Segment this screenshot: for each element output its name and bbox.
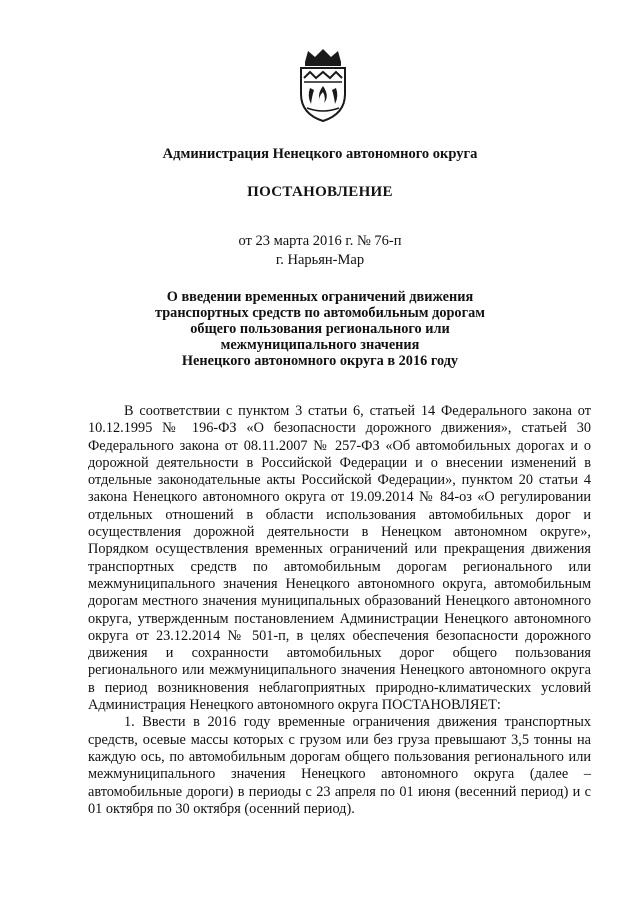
document-city: г. Нарьян-Мар (275, 252, 365, 268)
document-body (88, 403, 591, 818)
title-line: Ненецкого автономного округа в 2016 году (181, 353, 459, 369)
coat-of-arms-icon (298, 48, 348, 122)
title-line: межмуниципального значения (220, 337, 420, 353)
document-date-number: от 23 марта 2016 г. № 76-п (238, 233, 402, 249)
title-line: О введении временных ограничений движения (166, 289, 474, 305)
title-line: общего пользования регионального или (190, 321, 450, 337)
organization-name: Администрация Ненецкого автономного округа (162, 146, 478, 162)
coat-of-arms-emblem (298, 48, 348, 122)
document-title (0, 289, 640, 369)
document-type: ПОСТАНОВЛЕНИЕ (247, 184, 393, 200)
clause-1-paragraph: 1. Ввести в 2016 году временные ограничения движения транспортных средств, осевые массы которых с грузом или без груза превышают 3,5 тонны на каждую ось, по автомобильным дорогам общего пользования регионального или межмуниципального значения Ненецкого автономного округа (далее – автомобильные дороги) в периоды с 23 апреля по 01 июня (весенний период) и с 01 октября по 30 октября (осенний период). (88, 714, 591, 817)
preamble-paragraph: В соответствии с пунктом 3 статьи 6, статьей 14 Федерального закона от 10.12.1995 № 196-ФЗ «О безопасности дорожного движения», статьей 30 Федерального закона от 08.11.2007 № 257-ФЗ «Об автомобильных дорогах и о дорожной деятельности в Российской Федерации и о внесении изменений в отдельные законодательные акты Российской Федерации», пунктом 20 статьи 4 закона Ненецкого автономного округа от 19.09.2014 № 84-оз «О регулировании отдельных отношений в области использования автомобильных дорог и осуществления дорожной деятельности в Ненецком автономном округе», Порядком осуществления временных ограничений или прекращения движения транспортных средств по автомобильным дорогам регионального или межмуниципального значения Ненецкого автономного округа, автомобильным дорогам местного значения муниципальных образований Ненецкого автономного округа, утвержденным постановлением Администрации Ненецкого автономного округа от 23.12.2014 № 501-п, в целях обеспечения безопасности дорожного движения и сохранности автомобильных дорог общего пользования регионального или межмуниципального значения Ненецкого автономного округа в период возникновения неблагоприятных природно-климатических условий Администрация Ненецкого автономного округа ПОСТАНОВЛЯЕТ: (88, 403, 591, 714)
title-line: транспортных средств по автомобильным дорогам (155, 305, 485, 321)
